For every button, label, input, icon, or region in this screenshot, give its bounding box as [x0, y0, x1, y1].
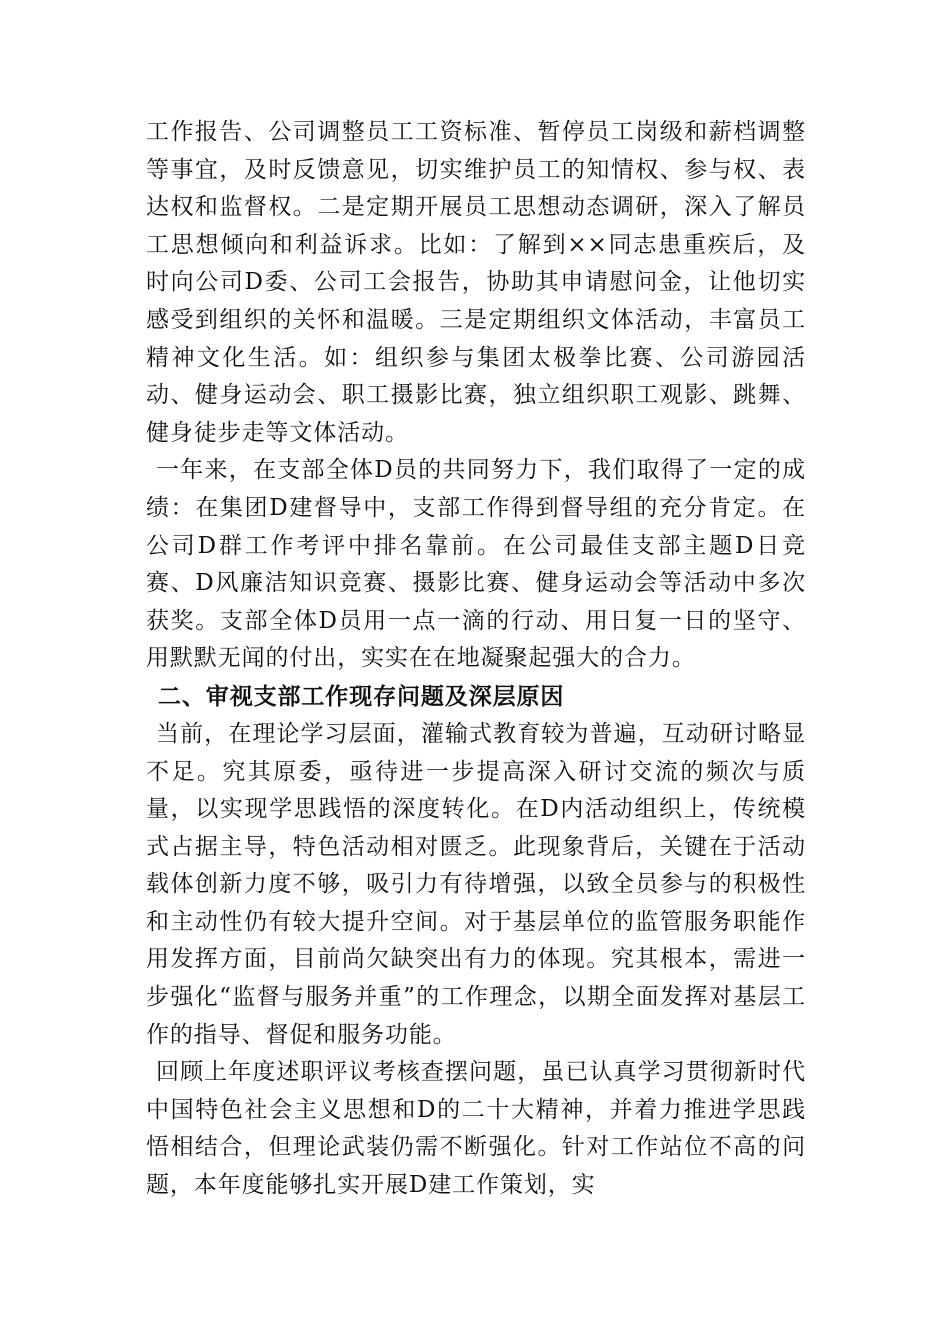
document-page [146, 114, 806, 1205]
paragraph-2: 一年来，在支部全体D员的共同努力下，我们取得了一定的成绩：在集团D建督导中，支部工作得到督导组的充分肯定。在公司D群工作考评中排名靠前。在公司最佳支部主题D日竞赛、D风廉洁知识竞赛、摄影比赛、健身运动会等活动中多次获奖。支部全体D员用一点一滴的行动、用日复一日的坚守、用默默无闻的付出，实实在在地凝聚起强大的合力。 [146, 457, 806, 672]
paragraph-3: 当前，在理论学习层面，灌输式教育较为普遍，互动研讨略显不足。究其原委，亟待进一步提高深入研讨交流的频次与质量，以实现学思践悟的深度转化。在D内活动组织上，传统模式占据主导，特色活动相对匮乏。此现象背后，关键在于活动载体创新力度不够，吸引力有待增强，以致全员参与的积极性和主动性仍有较大提升空间。对于基层单位的监管服务职能作用发挥方面，目前尚欠缺突出有力的体现。究其根本，需进一步强化“监督与服务并重”的工作理念，以期全面发挥对基层工作的指导、督促和服务功能。 [146, 720, 806, 1048]
section-heading: 二、审视支部工作现存问题及深层原因 [158, 683, 565, 710]
paragraph-4: 回顾上年度述职评议考核查摆问题，虽已认真学习贯彻新时代中国特色社会主义思想和D的二十大精神，并着力推进学思践悟相结合，但理论武装仍需不断强化。针对工作站位不高的问题，本年度能够扎实开展D建工作策划，实 [146, 1059, 806, 1199]
paragraph-1: 工作报告、公司调整员工工资标准、暂停员工岗级和薪档调整等事宜，及时反馈意见，切实维护员工的知情权、参与权、表达权和监督权。二是定期开展员工思想动态调研，深入了解员工思想倾向和利益诉求。比如：了解到××同志患重疾后，及时向公司D委、公司工会报告，协助其申请慰问金，让他切实感受到组织的关怀和温暖。三是定期组织文体活动，丰富员工精神文化生活。如：组织参与集团太极拳比赛、公司游园活动、健身运动会、职工摄影比赛，独立组织职工观影、跳舞、健身徒步走等文体活动。 [146, 119, 806, 446]
